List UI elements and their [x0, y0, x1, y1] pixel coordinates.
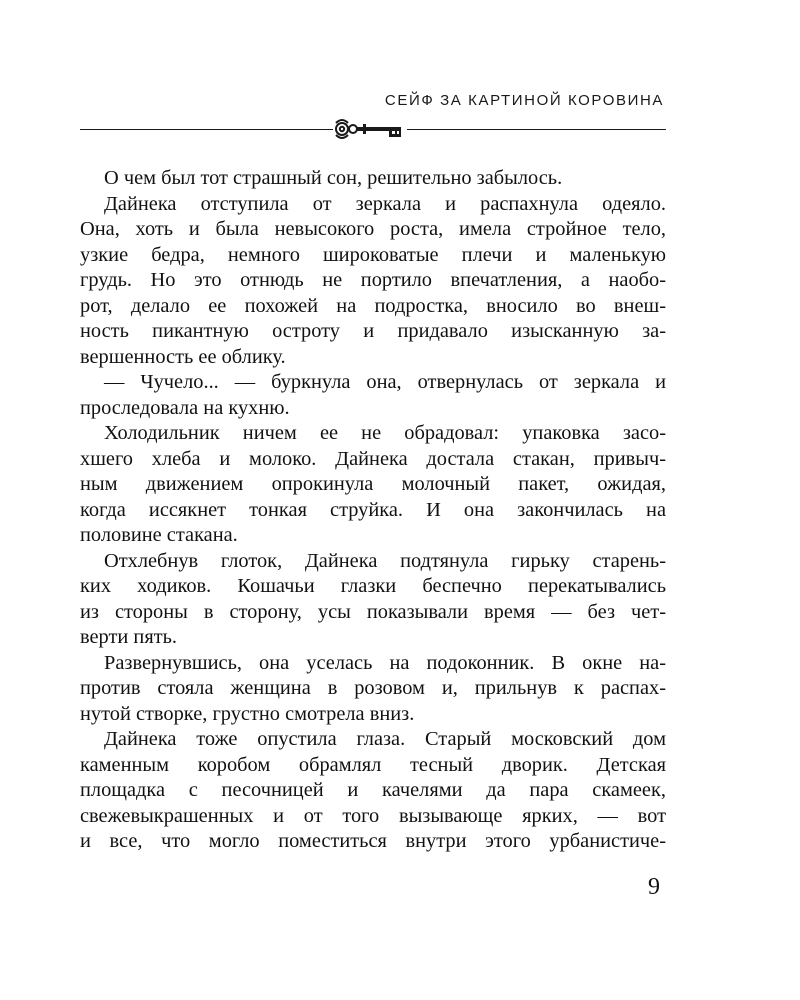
text-line: Отхлебнув глоток, Дайнека подтянула гирьку старень- [104, 549, 666, 572]
text-line: ность пикантную остроту и придавало изысканную за- [80, 320, 666, 342]
text-line: ным движением опрокинула молочный пакет, ожидая, [80, 473, 666, 495]
text-line: проследовала на кухню. [80, 396, 290, 419]
text-line: свежевыкрашенных и от того вызывающе ярких, — вот [80, 804, 666, 827]
text-line: Холодильник ничем ее не обрадовал: упаковка засо- [104, 422, 666, 444]
text-line: хшего хлеба и молоко. Дайнека достала стакан, привыч- [80, 447, 666, 470]
key-icon [333, 118, 407, 140]
text-line: узкие бедра, немного широковатые плечи и маленькую [80, 243, 666, 266]
text-line: каменным коробом обрамлял тесный дворик. Детская [80, 753, 666, 776]
text-line: грудь. Но это отнюдь не портило впечатления, а наобо- [80, 269, 666, 291]
text-line: против стояла женщина в розовом и, прильнув к распах- [80, 677, 666, 699]
text-line: площадка с песочницей и качелями да пара скамеек, [80, 779, 666, 801]
text-line: Дайнека отступила от зеркала и распахнула одеяло. [104, 192, 666, 215]
text-line: из стороны в сторону, усы показывали время — без чет- [80, 600, 666, 623]
text-line: и все, что могло поместиться внутри этого урбанистиче- [80, 830, 666, 852]
page-number: 9 [648, 874, 660, 900]
text-line: половине стакана. [80, 524, 238, 546]
text-line: когда иссякнет тонкая струйка. И она закончилась на [80, 498, 666, 521]
text-line: ких ходиков. Кошачьи глазки беспечно перекатывались [80, 575, 666, 597]
text-line: верти пять. [80, 626, 178, 648]
text-line: рот, делало ее похожей на подростка, вносило во внеш- [80, 294, 666, 317]
running-header: СЕЙФ ЗА КАРТИНОЙ КОРОВИНА [384, 92, 664, 109]
text-line: Дайнека тоже опустила глаза. Старый московский дом [104, 728, 666, 750]
text-line: вершенность ее облику. [80, 345, 286, 368]
text-line: нутой створке, грустно смотрела вниз. [80, 702, 415, 725]
body-text [80, 166, 666, 855]
text-line: — Чучело... — буркнула она, отвернулась от зеркала и [104, 371, 666, 393]
text-line: О чем был тот страшный сон, решительно забылось. [104, 167, 563, 189]
text-line: Развернувшись, она уселась на подоконник. В окне на- [104, 651, 666, 674]
text-line: Она, хоть и была невысокого роста, имела стройное тело, [80, 218, 666, 240]
